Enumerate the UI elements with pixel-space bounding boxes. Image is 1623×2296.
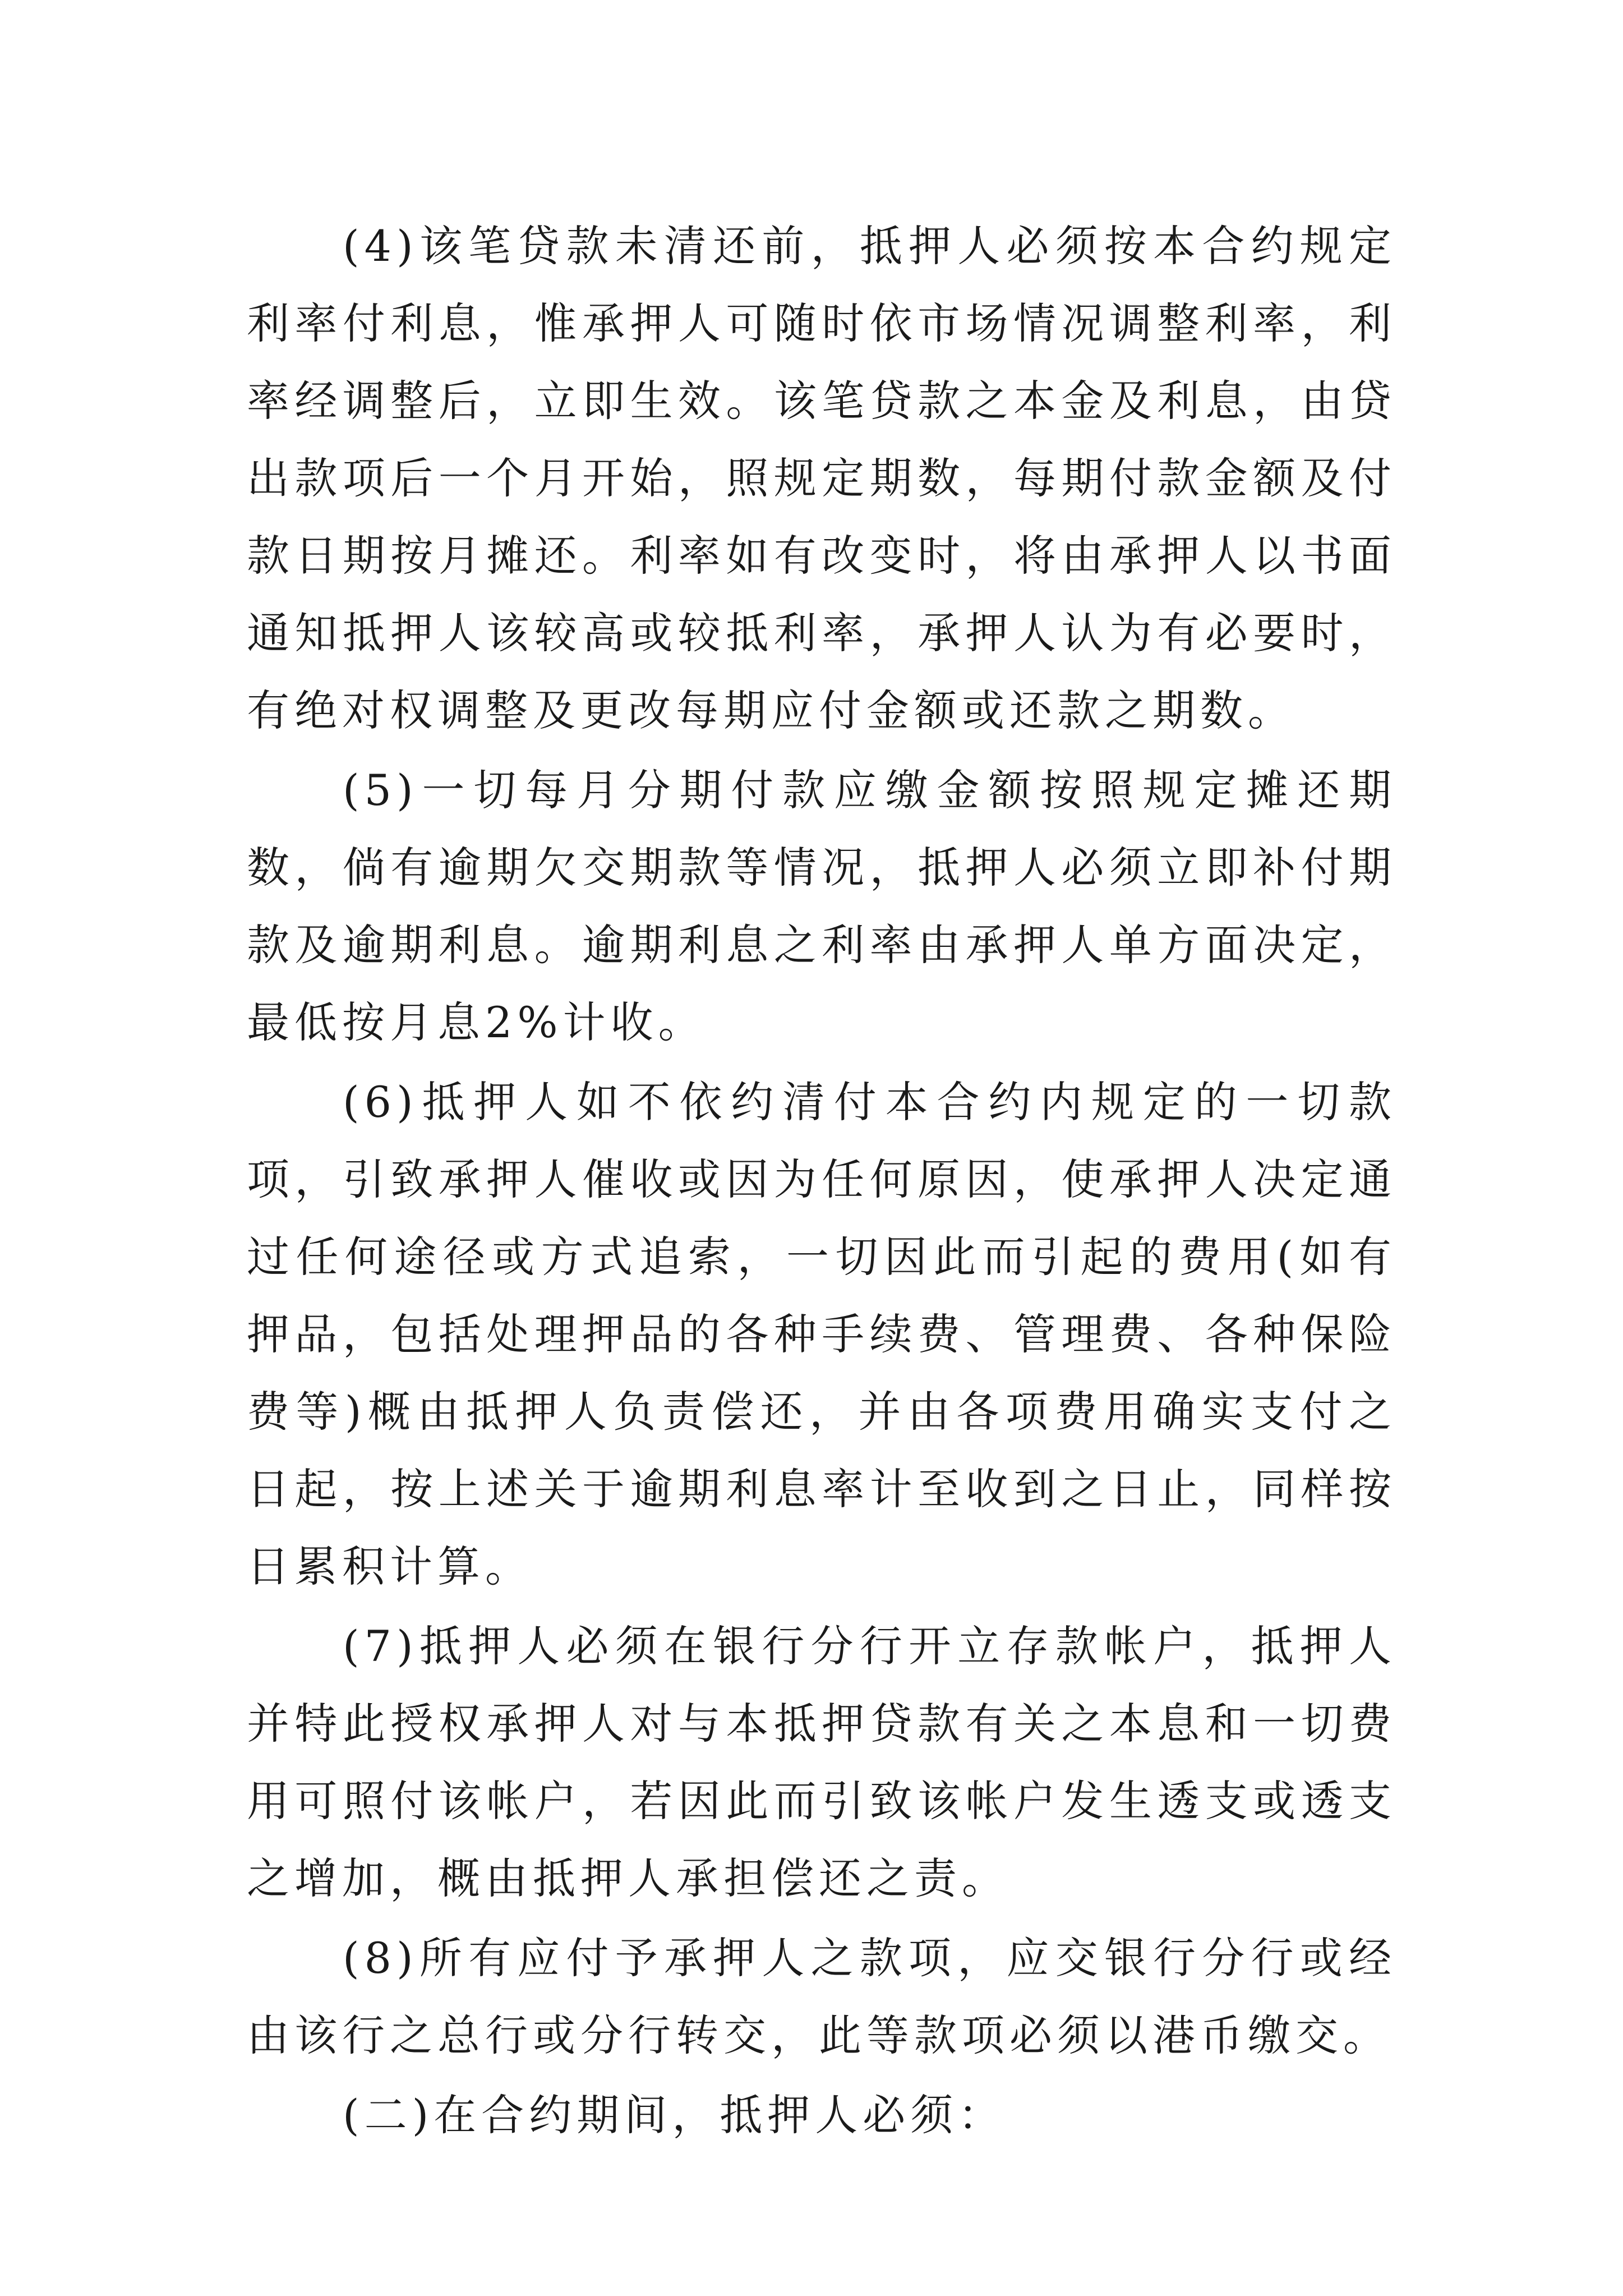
contract-body: [247, 208, 1396, 2154]
clause-6-paragraph: (6)抵押人如不依约清付本合约内规定的一切款项，引致承押人催收或因为任何原因，使承押人决定通过任何途径或方式追索，一切因此而引起的费用(如有押品，包括处理押品的各种手续费、管理费、各种保险费等)概由抵押人负责偿还，并由各项费用确实支付之日起，按上述关于逾期利息率计至收到之日止，同样按日累积计算。: [247, 1077, 1396, 1591]
clause-4-paragraph: (4)该笔贷款未清还前，抵押人必须按本合约规定利率付利息，惟承押人可随时依市场情况调整利率，利率经调整后，立即生效。该笔贷款之本金及利息，由贷出款项后一个月开始，照规定期数，每期付款金额及付款日期按月摊还。利率如有改变时，将由承押人以书面通知抵押人该较高或较抵利率，承押人认为有必要时，有绝对权调整及更改每期应付金额或还款之期数。: [247, 221, 1396, 735]
section-2-heading: (二)在合约期间，抵押人必须：: [343, 2090, 1006, 2140]
clause-5-paragraph: (5)一切每月分期付款应缴金额按照规定摊还期数，倘有逾期欠交期款等情况，抵押人必须立即补付期款及逾期利息。逾期利息之利率由承押人单方面决定，最低按月息2%计收。: [247, 765, 1396, 1047]
clause-7-paragraph: (7)抵押人必须在银行分行开立存款帐户，抵押人并特此授权承押人对与本抵押贷款有关之本息和一切费用可照付该帐户，若因此而引致该帐户发生透支或透支之增加，概由抵押人承担偿还之责。: [247, 1621, 1396, 1903]
clause-8-paragraph: (8)所有应付予承押人之款项，应交银行分行或经由该行之总行或分行转交，此等款项必须以港币缴交。: [247, 1933, 1396, 2060]
